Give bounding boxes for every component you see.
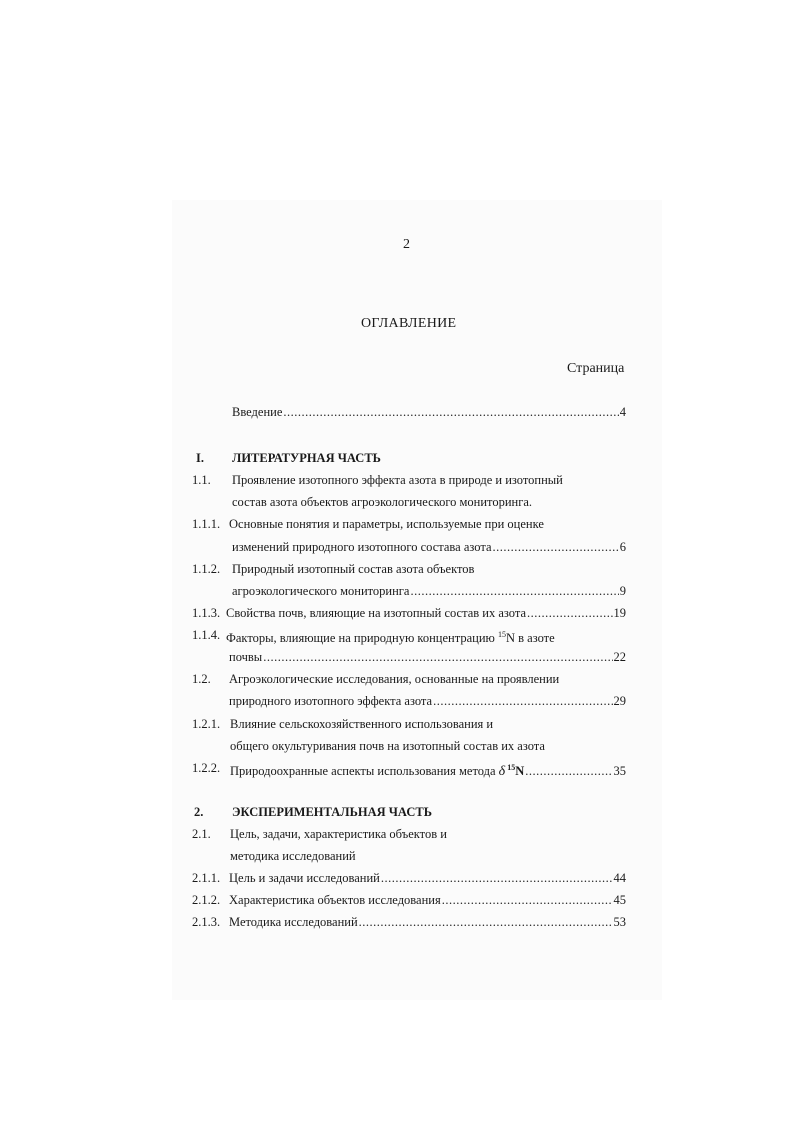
toc-number: 1.1. [192, 473, 211, 487]
page-column-header: Страница [567, 361, 625, 376]
leader-dots [381, 870, 613, 886]
toc-page: 9 [619, 584, 626, 598]
toc-number: 2.1. [192, 827, 211, 841]
toc-label-text-end: N в азоте [505, 631, 555, 646]
toc-entry-1-1-2[interactable] [232, 583, 626, 599]
toc-page: 44 [613, 871, 626, 885]
delta-symbol: δ [498, 764, 506, 780]
toc-page: 35 [613, 764, 626, 779]
toc-label-cont: изменений природного изотопного состава азота [232, 540, 492, 554]
toc-number: 1.1.1. [192, 517, 221, 531]
toc-entry-2-1-3[interactable] [229, 914, 626, 930]
leader-dots [433, 693, 612, 709]
toc-entry-2-1-2[interactable] [229, 892, 626, 908]
toc-number: 1.1.2. [192, 562, 221, 576]
leader-dots [525, 763, 612, 779]
toc-page: 45 [613, 893, 626, 907]
section-title[interactable]: ЭКСПЕРИМЕНТАЛЬНАЯ ЧАСТЬ [232, 805, 432, 819]
leader-dots [283, 404, 618, 420]
leader-dots [263, 649, 612, 665]
toc-label-cont[interactable]: состав азота объектов агроэкологического мониторинга. [232, 495, 533, 509]
toc-page: 6 [619, 540, 626, 554]
element-symbol: N [515, 764, 525, 779]
toc-number: 1.2. [192, 672, 211, 686]
page-title: ОГЛАВЛЕНИЕ [361, 316, 457, 331]
toc-label-cont[interactable]: общего окультуривания почв на изотопный состав их азота [230, 739, 545, 753]
toc-label[interactable]: Природный изотопный состав азота объектов [232, 562, 475, 576]
toc-label[interactable] [226, 627, 555, 646]
isotope-superscript: 15 [507, 763, 516, 772]
toc-label: Характеристика объектов исследования [229, 893, 441, 907]
leader-dots [359, 914, 613, 930]
section-number: I. [196, 451, 204, 465]
toc-label-cont: агроэкологического мониторинга [232, 584, 410, 598]
section-title[interactable]: ЛИТЕРАТУРНАЯ ЧАСТЬ [232, 451, 381, 465]
leader-dots [527, 605, 612, 621]
toc-label: Свойства почв, влияющие на изотопный состав их азота [226, 606, 527, 620]
isotope-superscript: 15 [497, 630, 506, 639]
toc-number: 1.2.1. [192, 717, 221, 731]
toc-number: 1.1.3. [192, 606, 221, 620]
toc-label: Методика исследований [229, 915, 358, 929]
toc-number: 1.1.4. [192, 628, 221, 642]
toc-page: 22 [613, 650, 626, 664]
toc-label[interactable]: Влияние сельскохозяйственного использования и [230, 717, 494, 731]
toc-page: 19 [613, 606, 626, 620]
toc-number: 2.1.2. [192, 893, 221, 907]
section-number: 2. [194, 805, 204, 819]
toc-entry-1-1-1[interactable] [232, 539, 626, 555]
toc-label[interactable]: Проявление изотопного эффекта азота в природе и изотопный [232, 473, 563, 487]
toc-page: 4 [619, 405, 626, 419]
leader-dots [493, 539, 619, 555]
toc-label [230, 760, 524, 780]
toc-entry-2-1-1[interactable] [229, 870, 626, 886]
toc-number: 1.2.2. [192, 761, 221, 775]
toc-label-cont: почвы [229, 650, 263, 664]
toc-page: 53 [613, 915, 626, 929]
toc-number: 2.1.3. [192, 915, 221, 929]
toc-page: 29 [613, 694, 626, 708]
toc-entry-1-2[interactable] [229, 693, 626, 709]
toc-entry-1-1-3[interactable] [226, 605, 626, 621]
toc-label: Введение [232, 405, 283, 419]
toc-label-text: Факторы, влияющие на природную концентрацию [226, 631, 498, 646]
page-number: 2 [403, 237, 410, 252]
toc-entry-1-1-4[interactable] [229, 649, 626, 665]
toc-label[interactable]: Цель, задачи, характеристика объектов и [230, 827, 447, 841]
toc-entry-1-2-2[interactable] [230, 760, 626, 780]
toc-label-cont[interactable]: методика исследований [230, 849, 356, 863]
toc-label-cont: природного изотопного эффекта азота [229, 694, 433, 708]
toc-label-text: Природоохранные аспекты использования метода [230, 764, 499, 779]
toc-number: 2.1.1. [192, 871, 221, 885]
toc-label[interactable]: Основные понятия и параметры, используемые при оценке [229, 517, 544, 531]
leader-dots [410, 583, 618, 599]
toc-label[interactable]: Агроэкологические исследования, основанные на проявлении [229, 672, 560, 686]
toc-label: Цель и задачи исследований [229, 871, 380, 885]
leader-dots [442, 892, 613, 908]
toc-entry-intro[interactable] [232, 404, 626, 420]
